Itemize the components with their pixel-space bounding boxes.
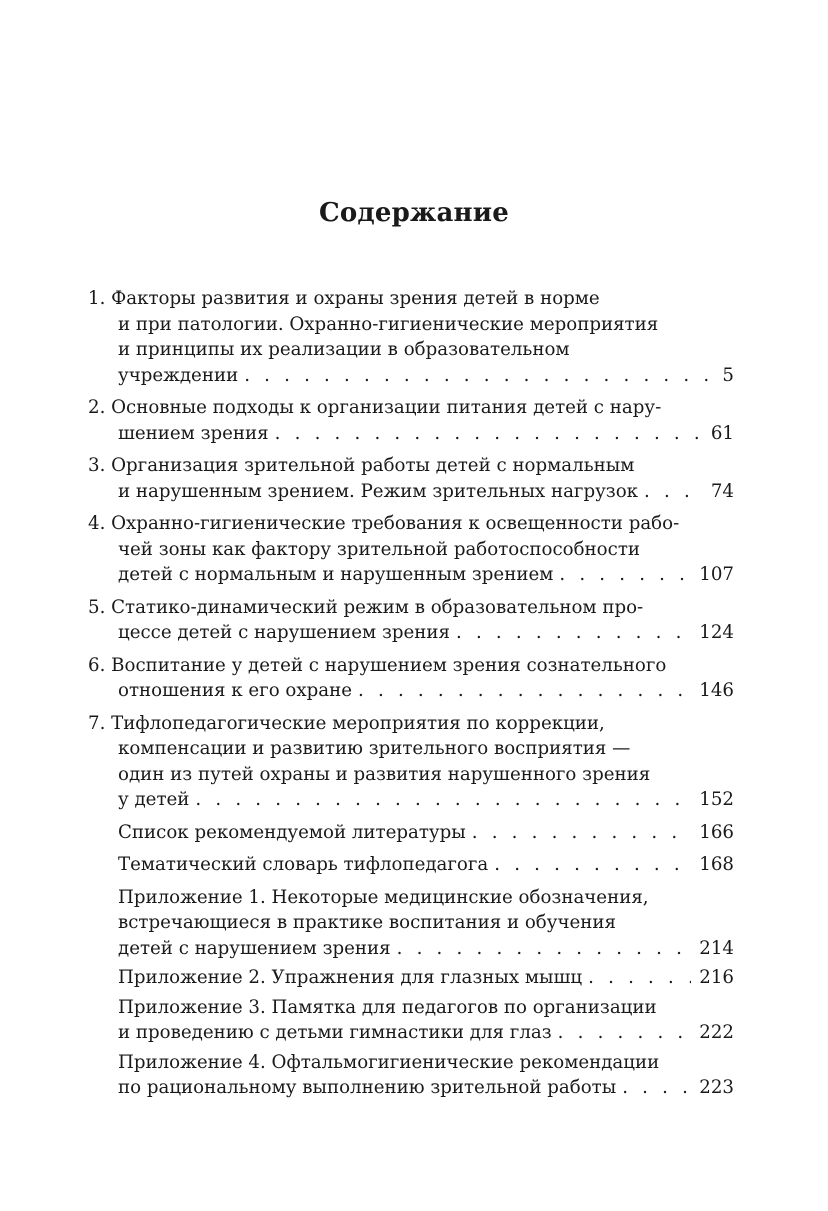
toc-entry-line: 4. Охранно-гигиенические требования к освещенности рабо- <box>88 513 680 534</box>
toc-entry-7[interactable] <box>88 711 734 813</box>
page-number: 61 <box>710 422 734 444</box>
dot-leader <box>358 678 691 704</box>
toc-entry-line: 7. Тифлопедагогические мероприятия по коррекции, <box>88 712 605 734</box>
toc-entry-6[interactable] <box>88 653 734 704</box>
page-number: 146 <box>699 680 734 701</box>
toc-entry-appendix-1[interactable] <box>88 885 734 962</box>
dot-leader <box>559 562 691 588</box>
toc-entry-1[interactable] <box>88 286 734 388</box>
page-number: 214 <box>699 937 734 959</box>
toc-entry-line: и принципы их реализации в образовательном <box>118 339 570 360</box>
toc-entry-line: 1. Факторы развития и охраны зрения детей в норме <box>88 288 600 309</box>
dot-leader <box>456 620 691 646</box>
dot-leader <box>622 1075 691 1101</box>
toc-entry-line: 3. Организация зрительной работы детей с нормальным <box>88 455 635 476</box>
dot-leader <box>244 363 714 389</box>
toc-entry-line: и при патологии. Охранно-гигиенические мероприятия <box>118 313 659 335</box>
dot-leader <box>397 936 692 962</box>
toc-entry-5[interactable] <box>88 595 734 646</box>
dot-leader <box>195 787 691 813</box>
page-number: 152 <box>699 789 734 810</box>
toc-entry-line: Приложение 2. Упражнения для глазных мышц <box>118 967 583 988</box>
dot-leader <box>588 965 691 991</box>
toc-entry-line: Приложение 1. Некоторые медицинские обозначения, <box>118 886 649 908</box>
dot-leader <box>472 820 692 846</box>
toc-entry-4[interactable] <box>88 511 734 588</box>
page-number: 74 <box>710 480 734 502</box>
toc-entry-bibliography[interactable] <box>88 820 734 846</box>
dot-leader <box>494 852 691 878</box>
page-number: 223 <box>699 1077 734 1098</box>
page-number: 124 <box>699 622 734 643</box>
page-number: 168 <box>699 854 734 875</box>
toc-entry-line: Приложение 3. Памятка для педагогов по организации <box>118 996 657 1018</box>
toc-entry-line: 2. Основные подходы к организации питания детей с нару- <box>88 397 662 418</box>
toc-entry-line: Список рекомендуемой литературы <box>118 821 466 843</box>
toc-entry-appendix-3[interactable] <box>88 995 734 1046</box>
toc-entry-line: шением зрения <box>118 422 269 444</box>
page-number: 216 <box>699 967 734 988</box>
toc-entry-line: компенсации и развитию зрительного восприятия — <box>118 738 631 759</box>
toc-entry-3[interactable] <box>88 453 734 504</box>
toc-entry-line: учреждении <box>118 364 239 386</box>
toc-entry-line: Тематический словарь тифлопедагога <box>118 854 489 875</box>
toc-entry-line: по рациональному выполнению зрительной работы <box>118 1077 617 1098</box>
page-number: 107 <box>699 564 734 585</box>
toc-entry-line: цессе детей с нарушением зрения <box>118 622 450 643</box>
toc-entry-line: детей с нарушением зрения <box>118 937 391 959</box>
toc-entry-line: детей с нормальным и нарушенным зрением <box>118 564 554 585</box>
toc-entry-line: Приложение 4. Офтальмогигиенические рекомендации <box>118 1051 660 1073</box>
page-number: 222 <box>699 1022 734 1043</box>
toc-entry-line: чей зоны как фактору зрительной работоспособности <box>118 538 641 560</box>
toc-entry-line: отношения к его охране <box>118 680 353 701</box>
dot-leader <box>558 1020 692 1046</box>
toc-entry-appendix-2[interactable] <box>88 965 734 991</box>
toc-entry-line: и проведению с детьми гимнастики для глаз <box>118 1022 552 1043</box>
toc-entry-glossary[interactable] <box>88 852 734 878</box>
toc-entry-appendix-4[interactable] <box>88 1050 734 1101</box>
page-number: 5 <box>722 364 734 386</box>
table-of-contents <box>88 286 734 1101</box>
toc-entry-line: 5. Статико-динамический режим в образовательном про- <box>88 596 644 618</box>
toc-entry-line: встречающиеся в практике воспитания и обучения <box>118 912 616 933</box>
toc-entry-line: и нарушенным зрением. Режим зрительных нагрузок <box>118 480 639 502</box>
toc-entry-line: у детей <box>118 789 190 810</box>
dot-leader <box>275 421 703 447</box>
toc-entry-line: один из путей охраны и развития нарушенного зрения <box>118 763 651 785</box>
page-title: Содержание <box>318 198 510 228</box>
toc-entry-2[interactable] <box>88 395 734 446</box>
toc-entry-line: 6. Воспитание у детей с нарушением зрения сознательного <box>88 654 667 676</box>
dot-leader <box>644 479 703 505</box>
page-number: 166 <box>699 821 734 843</box>
